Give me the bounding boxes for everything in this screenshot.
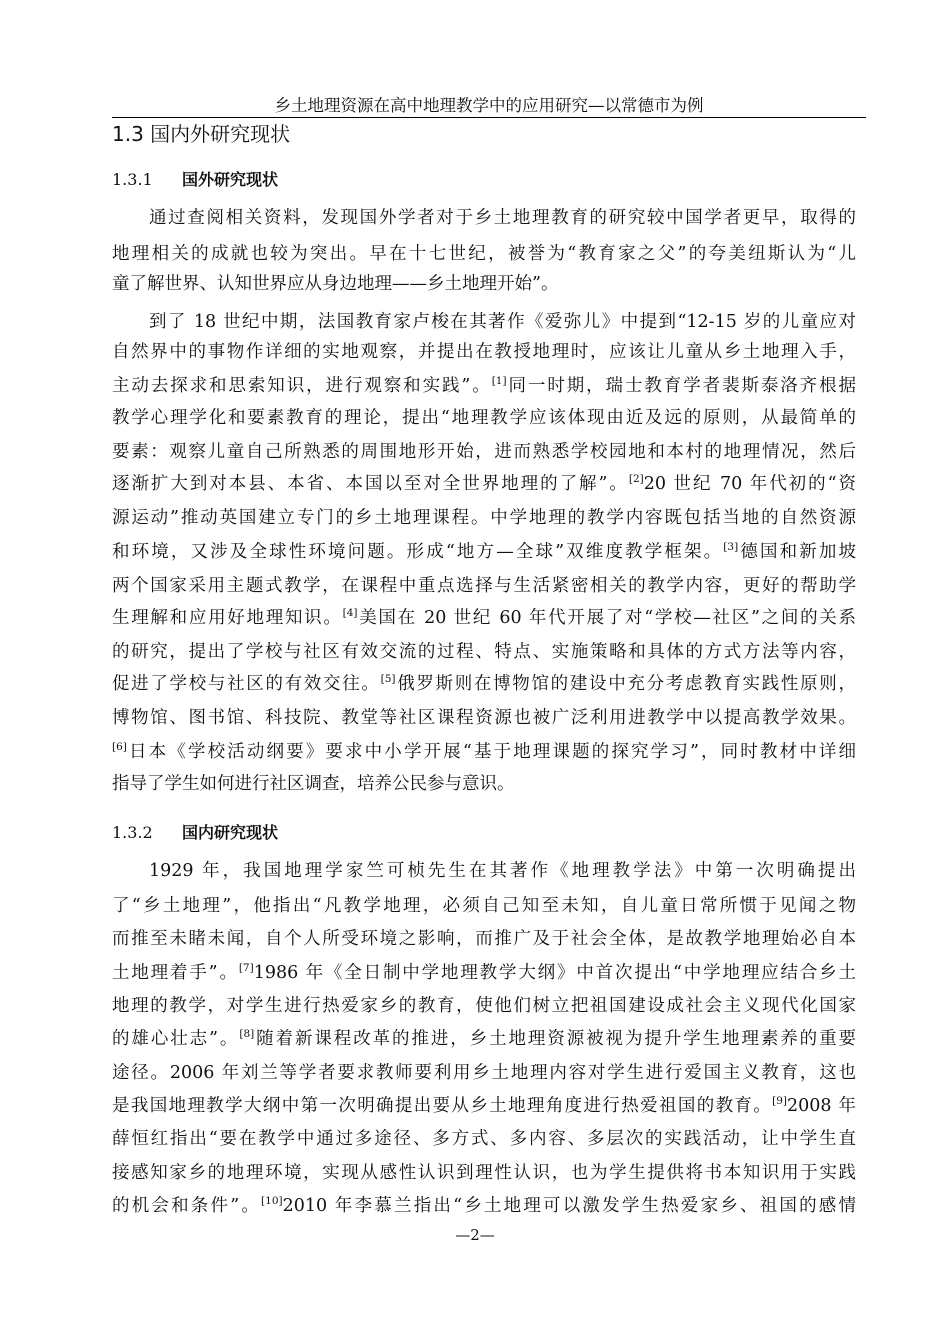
text-line — [112, 473, 856, 495]
subsection-label: 国外研究现状 — [182, 170, 279, 189]
text-line — [112, 273, 856, 295]
page-number: —2— — [455, 1226, 495, 1244]
text-segment: 生理解和应用好地理知识。 — [112, 608, 343, 628]
text-segment: 的机会和条件”。 — [112, 1196, 262, 1216]
text-line — [112, 673, 856, 695]
subsection-heading-foreign — [112, 169, 278, 191]
text-line — [112, 575, 856, 597]
text-line — [112, 507, 856, 529]
text-segment: 指导了学生如何进行社区调查，培养公民参与意识。 — [112, 774, 515, 794]
text-segment: 是我国地理教学大纲中第一次明确提出要从乡土地理角度进行热爱祖国的教育。 — [112, 1096, 773, 1116]
subsection-number: 1.3.2 — [112, 823, 153, 842]
text-line — [112, 243, 856, 265]
text-line — [112, 1162, 856, 1184]
text-segment: 接感知家乡的地理环境，实现从感性认识到理性认识，也为学生提供将书本知识用于实践 — [112, 1163, 856, 1183]
text-line — [112, 995, 856, 1017]
text-line — [149, 207, 856, 229]
citation-ref: [8] — [239, 1028, 255, 1040]
text-segment: 源运动”推动英国建立专门的乡土地理课程。中学地理的教学内容既包括当地的自然资源 — [112, 508, 856, 528]
text-line — [112, 895, 856, 917]
text-line — [112, 641, 856, 663]
text-line — [112, 707, 856, 729]
citation-ref: [9] — [772, 1095, 788, 1107]
text-segment: 土地理着手”。 — [112, 963, 239, 983]
text-segment: 地理相关的成就也较为突出。早在十七世纪，被誉为“教育家之父”的夸美纽斯认为“儿 — [112, 244, 856, 264]
citation-ref: [3] — [723, 541, 739, 553]
text-segment: 自然界中的事物作详细的实地观察，并提出在教授地理时，应该让儿童从乡土地理入手， — [112, 342, 856, 362]
text-segment: 和环境，又涉及全球性环境问题。形成“地方—全球”双维度教学框架。 — [112, 542, 724, 562]
text-segment: 童了解世界、认知世界应从身边地理——乡土地理开始”。 — [112, 274, 559, 294]
subsection-heading-domestic — [112, 822, 278, 844]
text-segment: 同一时期，瑞士教育学者裴斯泰洛齐根据 — [506, 376, 857, 396]
citation-ref: [2] — [628, 473, 644, 485]
subsection-number: 1.3.1 — [112, 170, 153, 189]
text-segment: 的雄心壮志”。 — [112, 1029, 240, 1049]
text-segment: 到了 18 世纪中期，法国教育家卢梭在其著作《爱弥儿》中提到“12-15 岁的儿童应对 — [149, 312, 856, 332]
text-segment: 的研究，提出了学校与社区有效交流的过程、特点、实施策略和具体的方式方法等内容， — [112, 642, 856, 662]
text-segment: 教学心理学化和要素教育的理论，提出“地理教学应该体现由近及远的原则，从最简单的 — [112, 408, 856, 428]
text-line — [112, 407, 856, 429]
text-line — [149, 860, 856, 882]
text-line — [112, 1128, 856, 1150]
text-line — [112, 1095, 856, 1117]
text-segment: 地理的教学，对学生进行热爱家乡的教育，使他们树立把祖国建设成社会主义现代化国家 — [112, 996, 856, 1016]
text-line — [112, 607, 856, 629]
citation-ref: [6] — [112, 741, 127, 753]
text-segment: 2010 年李慕兰指出“乡土地理可以激发学生热爱家乡、祖国的感情 — [282, 1196, 857, 1216]
text-segment: 博物馆、图书馆、科技院、教堂等社区课程资源也被广泛利用进教学中以提高教学效果。 — [112, 708, 856, 728]
text-line — [112, 962, 856, 984]
section-title: 1.3 国内外研究现状 — [112, 122, 291, 146]
text-line — [112, 441, 856, 463]
text-line — [112, 773, 856, 795]
text-line — [112, 741, 856, 763]
citation-ref: [4] — [342, 607, 358, 619]
text-line — [112, 928, 856, 950]
citation-ref: [1] — [491, 375, 507, 387]
text-segment: 促进了学校与社区的有效交往。 — [112, 674, 381, 694]
text-line — [112, 541, 856, 563]
text-line — [112, 375, 856, 397]
text-segment: 了“乡土地理”，他指出“凡教学地理，必须自己知至未知，自儿童日常所惯于见闻之物 — [112, 896, 856, 916]
text-segment: 1929 年，我国地理学家竺可桢先生在其著作《地理教学法》中第一次明确提出 — [149, 861, 856, 881]
text-line — [112, 341, 856, 363]
text-segment: 美国在 20 世纪 60 年代开展了对“学校—社区”之间的关系 — [357, 608, 857, 628]
text-segment: 主动去探求和思索知识，进行观察和实践”。 — [112, 376, 492, 396]
text-segment: 途径。2006 年刘兰等学者要求教师要利用乡土地理内容对学生进行爱国主义教育，这也 — [112, 1063, 856, 1083]
subsection-label: 国内研究现状 — [182, 823, 279, 842]
text-segment: 20 世纪 70 年代初的“资 — [643, 474, 856, 494]
running-header: 乡土地理资源在高中地理教学中的应用研究—以常德市为例 — [112, 96, 866, 118]
text-line — [112, 1062, 856, 1084]
citation-ref: [10] — [261, 1195, 283, 1207]
text-segment: 要素：观察儿童自己所熟悉的周围地形开始，进而熟悉学校园地和本村的地理情况，然后 — [112, 442, 856, 462]
text-line — [112, 1195, 856, 1217]
citation-ref: [7] — [238, 962, 254, 974]
text-segment: 德国和新加坡 — [738, 542, 856, 562]
text-segment: 2008 年 — [787, 1096, 856, 1116]
text-segment: 通过查阅相关资料，发现国外学者对于乡土地理教育的研究较中国学者更早，取得的 — [149, 208, 856, 228]
citation-ref: [5] — [380, 673, 396, 685]
text-line — [149, 311, 856, 333]
text-segment: 俄罗斯则在博物馆的建设中充分考虑教育实践性原则， — [395, 674, 856, 694]
text-segment: 而推至未睹未闻，自个人所受环境之影响，而推广及于社会全体，是故教学地理始必自本 — [112, 929, 856, 949]
text-segment: 逐渐扩大到对本县、本省、本国以至对全世界地理的了解”。 — [112, 474, 629, 494]
text-segment: 两个国家采用主题式教学，在课程中重点选择与生活紧密相关的教学内容，更好的帮助学 — [112, 576, 856, 596]
text-segment: 1986 年《全日制中学地理教学大纲》中首次提出“中学地理应结合乡土 — [253, 963, 856, 983]
text-segment: 随着新课程改革的推进，乡土地理资源被视为提升学生地理素养的重要 — [254, 1029, 857, 1049]
text-segment: 薛恒红指出“要在教学中通过多途径、多方式、多内容、多层次的实践活动，让中学生直 — [112, 1129, 856, 1149]
text-line — [112, 1028, 856, 1050]
text-segment: 日本《学校活动纲要》要求中小学开展“基于地理课题的探究学习”，同时教材中详细 — [126, 742, 856, 762]
